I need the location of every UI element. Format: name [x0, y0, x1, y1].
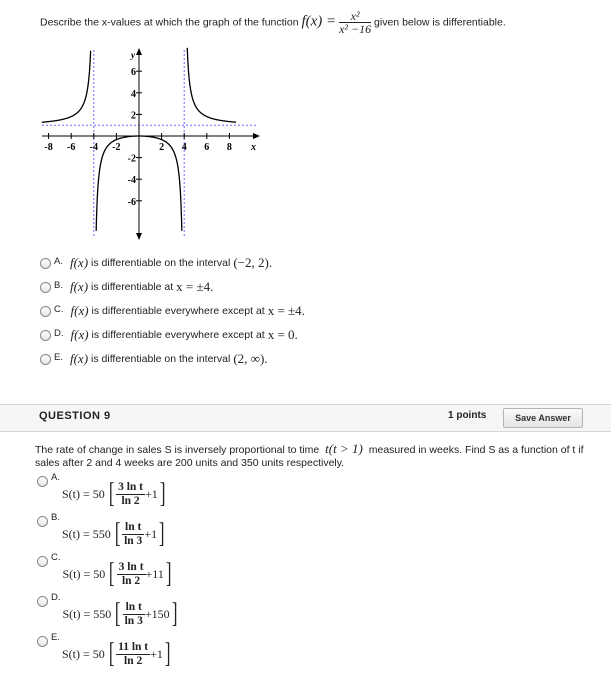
save-answer-button[interactable]: Save Answer [503, 408, 583, 428]
right-bracket: ] [164, 638, 171, 669]
option-letter: D. [54, 327, 64, 339]
x-axis-label: x [251, 142, 256, 153]
fraction-denominator: x² −16 [339, 22, 372, 36]
x-tick-label: 4 [181, 142, 187, 153]
left-bracket: [ [108, 638, 115, 669]
option-function: f(x) [69, 279, 89, 294]
y-axis-label: y [131, 50, 135, 60]
formula-lhs: S(t) = 50 [61, 486, 105, 501]
answer-option[interactable] [37, 594, 179, 628]
formula-fraction [116, 641, 150, 668]
points-label: 1 points [448, 410, 487, 421]
left-bracket: [ [115, 598, 121, 629]
fraction-numerator: 3 ln t [118, 560, 144, 573]
y-tick-label: -6 [127, 196, 136, 208]
x-tick-label: 2 [159, 142, 165, 153]
question-text-part2: measured in weeks. Find S as a function of t if sales after 2 and 4 weeks are 200 units and 350 units respectively. [35, 444, 584, 469]
x-tick-label: 6 [204, 142, 210, 153]
function-graph [40, 46, 262, 242]
curve-left-branch [42, 51, 91, 123]
y-tick-label: 2 [131, 110, 136, 122]
option-text: is differentiable on the interval [91, 257, 231, 269]
formula-tail: +1 [150, 646, 163, 661]
question-text-math: t(t > 1) [325, 441, 363, 456]
question-prompt [40, 10, 506, 35]
prompt-text: Describe the x-values at which the graph of the function [40, 16, 299, 29]
question-text-part1: The rate of change in sales S is inversely proportional to time [35, 444, 320, 456]
option-function: f(x) [70, 303, 89, 318]
right-bracket: ] [158, 518, 165, 549]
answer-option[interactable] [37, 634, 172, 668]
answer-option[interactable] [40, 351, 271, 367]
y-tick-label: 4 [131, 88, 136, 100]
answer-option[interactable] [37, 514, 166, 548]
fraction-denominator: ln 3 [124, 614, 143, 627]
option-letter: A. [54, 255, 63, 267]
radio-button[interactable] [40, 258, 51, 269]
fraction-numerator: ln t [122, 521, 144, 535]
formula-tail: +150 [144, 606, 170, 621]
fraction-numerator: 3 ln t [118, 480, 144, 493]
left-bracket: [ [114, 518, 121, 549]
y-tick-label: 6 [131, 67, 136, 79]
radio-button[interactable] [40, 330, 51, 341]
left-bracket: [ [108, 478, 115, 509]
option-function: f(x) [69, 255, 89, 270]
option-formula [63, 560, 174, 588]
answer-option[interactable] [40, 255, 275, 271]
question-title: QUESTION 9 [39, 410, 111, 422]
fraction-denominator: ln 2 [121, 494, 140, 507]
radio-button[interactable] [40, 306, 51, 317]
radio-button[interactable] [37, 556, 48, 567]
x-tick-label: 8 [226, 142, 232, 153]
answer-option[interactable] [37, 474, 167, 508]
option-math: x = 0. [267, 327, 298, 342]
answer-option[interactable] [37, 554, 173, 588]
formula-tail: +1 [144, 526, 158, 541]
curve-right-branch [187, 48, 236, 122]
formula-lhs: S(t) = 550 [62, 606, 112, 621]
radio-button[interactable] [37, 636, 48, 647]
option-formula [63, 600, 179, 628]
option-formula [62, 520, 166, 548]
x-tick-label: -8 [44, 142, 53, 153]
right-bracket: ] [165, 558, 172, 589]
option-letter: E. [54, 351, 63, 363]
option-text: is differentiable everywhere except at [91, 305, 265, 317]
formula-lhs: S(t) = 50 [61, 646, 105, 661]
answer-option[interactable] [40, 279, 216, 295]
fraction-denominator: ln 3 [124, 534, 143, 547]
fraction-denominator: ln 2 [124, 654, 143, 667]
option-letter: B. [54, 279, 63, 291]
prompt-text-after: given below is differentiable. [374, 16, 506, 29]
function-label: f(x) = [301, 13, 337, 30]
radio-button[interactable] [40, 282, 51, 293]
y-tick-label: -2 [127, 153, 136, 165]
formula-fraction [117, 561, 146, 588]
formula-fraction [122, 521, 144, 548]
right-bracket: ] [171, 598, 178, 629]
y-axis-arrow [136, 48, 142, 55]
option-text: is differentiable at [91, 281, 174, 293]
x-tick-label: -4 [89, 142, 98, 153]
option-math: x = ±4. [176, 279, 214, 294]
y-tick-label: -4 [127, 175, 136, 187]
formula-fraction [123, 601, 145, 628]
fraction-numerator: x² [339, 10, 371, 23]
formula-lhs: S(t) = 50 [62, 566, 106, 581]
option-math: (−2, 2). [233, 255, 273, 270]
option-letter: A. [51, 472, 60, 483]
question-text [35, 442, 595, 470]
option-letter: C. [54, 303, 64, 315]
formula-lhs: S(t) = 550 [61, 526, 111, 541]
option-formula [62, 640, 172, 668]
formula-tail: +11 [145, 566, 164, 581]
fraction-numerator: 11 ln t [118, 640, 149, 653]
option-letter: E. [51, 632, 60, 643]
fraction-numerator: ln t [123, 601, 145, 615]
option-math: (2, ∞). [233, 351, 268, 366]
right-bracket: ] [159, 478, 166, 509]
answer-option[interactable] [40, 303, 308, 319]
option-function: f(x) [69, 351, 89, 366]
x-axis-arrow [253, 133, 260, 139]
option-math: x = ±4. [267, 303, 305, 318]
formula-fraction [116, 481, 145, 508]
function-fraction [339, 10, 371, 35]
option-text: is differentiable on the interval [91, 353, 231, 365]
option-function: f(x) [70, 327, 89, 342]
option-letter: B. [51, 512, 60, 523]
radio-button[interactable] [40, 354, 51, 365]
x-tick-label: -2 [112, 142, 121, 153]
radio-button[interactable] [37, 516, 48, 527]
option-letter: D. [51, 592, 61, 603]
y-axis-arrow-down [136, 233, 142, 240]
option-formula [62, 480, 167, 508]
radio-button[interactable] [37, 596, 48, 607]
radio-button[interactable] [37, 476, 48, 487]
x-tick-label: -6 [67, 142, 76, 153]
answer-option[interactable] [40, 327, 301, 343]
fraction-denominator: ln 2 [121, 574, 141, 587]
left-bracket: [ [109, 558, 115, 589]
option-text: is differentiable everywhere except at [91, 329, 265, 341]
option-letter: C. [51, 552, 61, 563]
formula-tail: +1 [145, 486, 158, 501]
